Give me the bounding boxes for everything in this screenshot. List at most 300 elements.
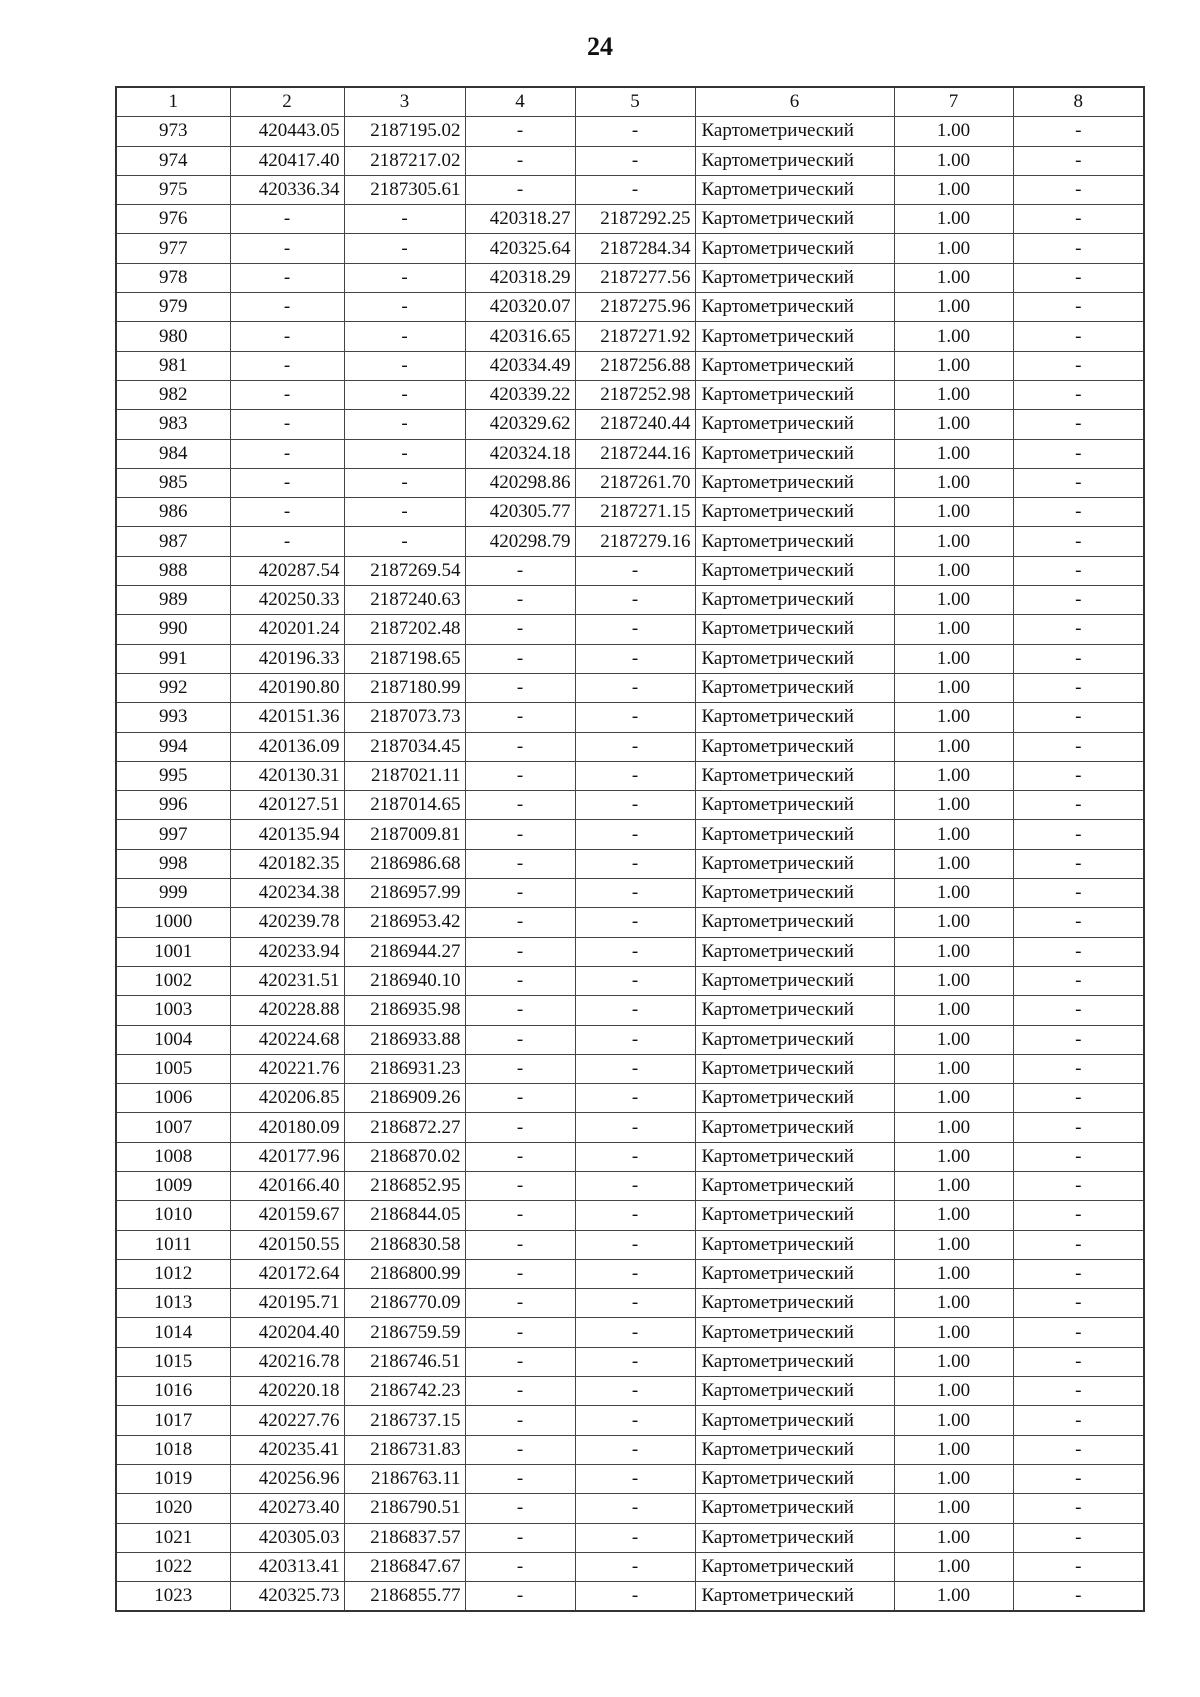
y-coord-cell: - (344, 263, 465, 292)
x-coord-cell: - (230, 263, 344, 292)
y-coord-cell: 2186790.51 (344, 1494, 465, 1523)
x-coord-alt-cell: - (465, 1171, 575, 1200)
x-coord-alt-cell: - (465, 1142, 575, 1171)
table-row (116, 1289, 1144, 1318)
y-coord-cell: - (344, 293, 465, 322)
y-coord-cell: 2186737.15 (344, 1406, 465, 1435)
x-coord-cell: 420195.71 (230, 1289, 344, 1318)
table-row (116, 761, 1144, 790)
x-coord-alt-cell: - (465, 1494, 575, 1523)
y-coord-cell: 2186855.77 (344, 1582, 465, 1612)
point-number-cell: 977 (116, 234, 230, 263)
x-coord-alt-cell: - (465, 761, 575, 790)
method-cell: Картометрический (695, 1464, 894, 1493)
method-cell: Картометрический (695, 322, 894, 351)
x-coord-alt-cell: - (465, 703, 575, 732)
column-header-3: 3 (344, 87, 465, 117)
x-coord-alt-cell: - (465, 556, 575, 585)
y-coord-cell: 2187202.48 (344, 615, 465, 644)
table-row (116, 1259, 1144, 1288)
point-number-cell: 989 (116, 586, 230, 615)
method-cell: Картометрический (695, 1494, 894, 1523)
coordinates-table (115, 86, 1145, 1612)
table-row (116, 1406, 1144, 1435)
point-number-cell: 1006 (116, 1084, 230, 1113)
accuracy-cell: 1.00 (894, 820, 1013, 849)
method-cell: Картометрический (695, 1552, 894, 1581)
accuracy-cell: 1.00 (894, 1582, 1013, 1612)
note-cell: - (1013, 1113, 1144, 1142)
method-cell: Картометрический (695, 673, 894, 702)
y-coord-cell: 2186830.58 (344, 1230, 465, 1259)
table-row (116, 498, 1144, 527)
x-coord-alt-cell: - (465, 673, 575, 702)
y-coord-cell: 2186986.68 (344, 849, 465, 878)
accuracy-cell: 1.00 (894, 849, 1013, 878)
y-coord-alt-cell: - (575, 732, 695, 761)
x-coord-alt-cell: - (465, 117, 575, 146)
point-number-cell: 995 (116, 761, 230, 790)
y-coord-alt-cell: 2187279.16 (575, 527, 695, 556)
y-coord-cell: 2187073.73 (344, 703, 465, 732)
y-coord-cell: 2187021.11 (344, 761, 465, 790)
method-cell: Картометрический (695, 937, 894, 966)
point-number-cell: 979 (116, 293, 230, 322)
y-coord-alt-cell: 2187244.16 (575, 439, 695, 468)
note-cell: - (1013, 791, 1144, 820)
y-coord-alt-cell: - (575, 673, 695, 702)
x-coord-cell: 420227.76 (230, 1406, 344, 1435)
method-cell: Картометрический (695, 351, 894, 380)
table-row (116, 937, 1144, 966)
x-coord-cell: 420443.05 (230, 117, 344, 146)
accuracy-cell: 1.00 (894, 1406, 1013, 1435)
x-coord-alt-cell: - (465, 1289, 575, 1318)
x-coord-alt-cell: - (465, 791, 575, 820)
accuracy-cell: 1.00 (894, 761, 1013, 790)
y-coord-alt-cell: - (575, 1494, 695, 1523)
method-cell: Картометрический (695, 820, 894, 849)
point-number-cell: 1015 (116, 1347, 230, 1376)
point-number-cell: 991 (116, 644, 230, 673)
note-cell: - (1013, 1318, 1144, 1347)
accuracy-cell: 1.00 (894, 791, 1013, 820)
note-cell: - (1013, 908, 1144, 937)
y-coord-cell: - (344, 468, 465, 497)
y-coord-cell: 2186852.95 (344, 1171, 465, 1200)
note-cell: - (1013, 527, 1144, 556)
note-cell: - (1013, 1347, 1144, 1376)
y-coord-alt-cell: 2187292.25 (575, 205, 695, 234)
point-number-cell: 997 (116, 820, 230, 849)
table-row (116, 322, 1144, 351)
table-row (116, 234, 1144, 263)
method-cell: Картометрический (695, 1142, 894, 1171)
point-number-cell: 976 (116, 205, 230, 234)
note-cell: - (1013, 1523, 1144, 1552)
point-number-cell: 973 (116, 117, 230, 146)
table-row (116, 1113, 1144, 1142)
table-row (116, 644, 1144, 673)
point-number-cell: 1008 (116, 1142, 230, 1171)
method-cell: Картометрический (695, 117, 894, 146)
accuracy-cell: 1.00 (894, 1201, 1013, 1230)
x-coord-cell: - (230, 498, 344, 527)
table-row (116, 117, 1144, 146)
method-cell: Картометрический (695, 1289, 894, 1318)
accuracy-cell: 1.00 (894, 468, 1013, 497)
y-coord-alt-cell: - (575, 1142, 695, 1171)
table-body (116, 117, 1144, 1612)
x-coord-alt-cell: - (465, 1054, 575, 1083)
method-cell: Картометрический (695, 879, 894, 908)
note-cell: - (1013, 1377, 1144, 1406)
method-cell: Картометрический (695, 1523, 894, 1552)
x-coord-cell: 420417.40 (230, 146, 344, 175)
note-cell: - (1013, 1435, 1144, 1464)
x-coord-cell: - (230, 234, 344, 263)
accuracy-cell: 1.00 (894, 1347, 1013, 1376)
point-number-cell: 1005 (116, 1054, 230, 1083)
method-cell: Картометрический (695, 410, 894, 439)
y-coord-alt-cell: - (575, 820, 695, 849)
x-coord-cell: 420180.09 (230, 1113, 344, 1142)
accuracy-cell: 1.00 (894, 1377, 1013, 1406)
point-number-cell: 1004 (116, 1025, 230, 1054)
y-coord-alt-cell: - (575, 1582, 695, 1612)
point-number-cell: 998 (116, 849, 230, 878)
method-cell: Картометрический (695, 234, 894, 263)
method-cell: Картометрический (695, 703, 894, 732)
method-cell: Картометрический (695, 1435, 894, 1464)
y-coord-cell: 2186837.57 (344, 1523, 465, 1552)
accuracy-cell: 1.00 (894, 380, 1013, 409)
point-number-cell: 981 (116, 351, 230, 380)
x-coord-cell: - (230, 380, 344, 409)
accuracy-cell: 1.00 (894, 1142, 1013, 1171)
x-coord-alt-cell: - (465, 1347, 575, 1376)
point-number-cell: 1019 (116, 1464, 230, 1493)
table-row (116, 586, 1144, 615)
accuracy-cell: 1.00 (894, 498, 1013, 527)
x-coord-cell: 420130.31 (230, 761, 344, 790)
x-coord-cell: 420150.55 (230, 1230, 344, 1259)
y-coord-alt-cell: - (575, 1318, 695, 1347)
y-coord-alt-cell: 2187277.56 (575, 263, 695, 292)
y-coord-alt-cell: - (575, 644, 695, 673)
method-cell: Картометрический (695, 1201, 894, 1230)
point-number-cell: 988 (116, 556, 230, 585)
accuracy-cell: 1.00 (894, 879, 1013, 908)
x-coord-cell: 420206.85 (230, 1084, 344, 1113)
y-coord-alt-cell: - (575, 1289, 695, 1318)
x-coord-cell: 420325.73 (230, 1582, 344, 1612)
x-coord-cell: 420256.96 (230, 1464, 344, 1493)
y-coord-cell: 2187195.02 (344, 117, 465, 146)
x-coord-cell: - (230, 293, 344, 322)
y-coord-cell: - (344, 498, 465, 527)
accuracy-cell: 1.00 (894, 293, 1013, 322)
note-cell: - (1013, 1582, 1144, 1612)
y-coord-cell: 2187180.99 (344, 673, 465, 702)
x-coord-alt-cell: - (465, 996, 575, 1025)
accuracy-cell: 1.00 (894, 1084, 1013, 1113)
method-cell: Картометрический (695, 527, 894, 556)
method-cell: Картометрический (695, 615, 894, 644)
note-cell: - (1013, 1552, 1144, 1581)
y-coord-cell: 2186742.23 (344, 1377, 465, 1406)
x-coord-alt-cell: - (465, 820, 575, 849)
table-row (116, 556, 1144, 585)
column-header-2: 2 (230, 87, 344, 117)
note-cell: - (1013, 1142, 1144, 1171)
accuracy-cell: 1.00 (894, 263, 1013, 292)
note-cell: - (1013, 1230, 1144, 1259)
method-cell: Картометрический (695, 1318, 894, 1347)
note-cell: - (1013, 673, 1144, 702)
table-row (116, 410, 1144, 439)
table-row (116, 791, 1144, 820)
note-cell: - (1013, 1259, 1144, 1288)
table-row (116, 1582, 1144, 1612)
note-cell: - (1013, 1289, 1144, 1318)
x-coord-cell: 420287.54 (230, 556, 344, 585)
accuracy-cell: 1.00 (894, 351, 1013, 380)
x-coord-alt-cell: - (465, 146, 575, 175)
x-coord-alt-cell: - (465, 1201, 575, 1230)
note-cell: - (1013, 205, 1144, 234)
y-coord-cell: 2187198.65 (344, 644, 465, 673)
y-coord-alt-cell: - (575, 615, 695, 644)
accuracy-cell: 1.00 (894, 937, 1013, 966)
x-coord-alt-cell: - (465, 732, 575, 761)
accuracy-cell: 1.00 (894, 1113, 1013, 1142)
table-row (116, 996, 1144, 1025)
y-coord-alt-cell: - (575, 586, 695, 615)
note-cell: - (1013, 732, 1144, 761)
y-coord-alt-cell: - (575, 175, 695, 204)
y-coord-alt-cell: - (575, 1113, 695, 1142)
x-coord-alt-cell: - (465, 1406, 575, 1435)
table-row (116, 1377, 1144, 1406)
y-coord-alt-cell: - (575, 1259, 695, 1288)
table-row (116, 879, 1144, 908)
point-number-cell: 1011 (116, 1230, 230, 1259)
y-coord-alt-cell: - (575, 996, 695, 1025)
method-cell: Картометрический (695, 761, 894, 790)
accuracy-cell: 1.00 (894, 1552, 1013, 1581)
note-cell: - (1013, 820, 1144, 849)
column-header-7: 7 (894, 87, 1013, 117)
y-coord-cell: 2186763.11 (344, 1464, 465, 1493)
y-coord-cell: - (344, 380, 465, 409)
note-cell: - (1013, 996, 1144, 1025)
method-cell: Картометрический (695, 1113, 894, 1142)
x-coord-alt-cell: 420339.22 (465, 380, 575, 409)
x-coord-cell: 420231.51 (230, 966, 344, 995)
point-number-cell: 982 (116, 380, 230, 409)
method-cell: Картометрический (695, 732, 894, 761)
x-coord-alt-cell: 420298.86 (465, 468, 575, 497)
method-cell: Картометрический (695, 1406, 894, 1435)
x-coord-cell: 420250.33 (230, 586, 344, 615)
column-header-4: 4 (465, 87, 575, 117)
y-coord-alt-cell: - (575, 849, 695, 878)
note-cell: - (1013, 322, 1144, 351)
y-coord-cell: 2187240.63 (344, 586, 465, 615)
y-coord-cell: 2187009.81 (344, 820, 465, 849)
note-cell: - (1013, 498, 1144, 527)
accuracy-cell: 1.00 (894, 966, 1013, 995)
y-coord-alt-cell: 2187275.96 (575, 293, 695, 322)
note-cell: - (1013, 556, 1144, 585)
y-coord-cell: 2186844.05 (344, 1201, 465, 1230)
method-cell: Картометрический (695, 205, 894, 234)
note-cell: - (1013, 1054, 1144, 1083)
table-row (116, 1201, 1144, 1230)
x-coord-alt-cell: - (465, 1435, 575, 1464)
y-coord-cell: 2186953.42 (344, 908, 465, 937)
y-coord-alt-cell: - (575, 937, 695, 966)
note-cell: - (1013, 1025, 1144, 1054)
method-cell: Картометрический (695, 439, 894, 468)
accuracy-cell: 1.00 (894, 1259, 1013, 1288)
y-coord-alt-cell: - (575, 1347, 695, 1376)
accuracy-cell: 1.00 (894, 732, 1013, 761)
x-coord-alt-cell: 420324.18 (465, 439, 575, 468)
table-row (116, 820, 1144, 849)
note-cell: - (1013, 1406, 1144, 1435)
y-coord-alt-cell: - (575, 146, 695, 175)
x-coord-alt-cell: 420316.65 (465, 322, 575, 351)
x-coord-alt-cell: - (465, 1523, 575, 1552)
point-number-cell: 1000 (116, 908, 230, 937)
accuracy-cell: 1.00 (894, 1054, 1013, 1083)
method-cell: Картометрический (695, 644, 894, 673)
note-cell: - (1013, 1201, 1144, 1230)
point-number-cell: 1016 (116, 1377, 230, 1406)
method-cell: Картометрический (695, 996, 894, 1025)
y-coord-alt-cell: - (575, 117, 695, 146)
y-coord-cell: 2186731.83 (344, 1435, 465, 1464)
y-coord-cell: 2187269.54 (344, 556, 465, 585)
x-coord-alt-cell: - (465, 1230, 575, 1259)
x-coord-cell: 420220.18 (230, 1377, 344, 1406)
method-cell: Картометрический (695, 1347, 894, 1376)
method-cell: Картометрический (695, 556, 894, 585)
x-coord-cell: 420216.78 (230, 1347, 344, 1376)
accuracy-cell: 1.00 (894, 175, 1013, 204)
y-coord-alt-cell: 2187256.88 (575, 351, 695, 380)
x-coord-alt-cell: - (465, 879, 575, 908)
x-coord-alt-cell: - (465, 1464, 575, 1493)
y-coord-alt-cell: - (575, 791, 695, 820)
x-coord-cell: 420224.68 (230, 1025, 344, 1054)
accuracy-cell: 1.00 (894, 1289, 1013, 1318)
accuracy-cell: 1.00 (894, 1494, 1013, 1523)
method-cell: Картометрический (695, 908, 894, 937)
x-coord-cell: 420228.88 (230, 996, 344, 1025)
x-coord-cell: 420273.40 (230, 1494, 344, 1523)
point-number-cell: 1014 (116, 1318, 230, 1347)
table-row (116, 1171, 1144, 1200)
note-cell: - (1013, 966, 1144, 995)
method-cell: Картометрический (695, 1171, 894, 1200)
point-number-cell: 974 (116, 146, 230, 175)
x-coord-cell: 420221.76 (230, 1054, 344, 1083)
x-coord-cell: 420313.41 (230, 1552, 344, 1581)
point-number-cell: 996 (116, 791, 230, 820)
note-cell: - (1013, 703, 1144, 732)
column-header-8: 8 (1013, 87, 1144, 117)
point-number-cell: 1009 (116, 1171, 230, 1200)
point-number-cell: 985 (116, 468, 230, 497)
point-number-cell: 986 (116, 498, 230, 527)
note-cell: - (1013, 175, 1144, 204)
x-coord-cell: 420159.67 (230, 1201, 344, 1230)
table-row (116, 293, 1144, 322)
y-coord-alt-cell: - (575, 1171, 695, 1200)
x-coord-cell: 420234.38 (230, 879, 344, 908)
accuracy-cell: 1.00 (894, 673, 1013, 702)
y-coord-alt-cell: - (575, 1054, 695, 1083)
x-coord-alt-cell: - (465, 644, 575, 673)
accuracy-cell: 1.00 (894, 1523, 1013, 1552)
point-number-cell: 1018 (116, 1435, 230, 1464)
y-coord-cell: 2186909.26 (344, 1084, 465, 1113)
method-cell: Картометрический (695, 791, 894, 820)
table-row (116, 1025, 1144, 1054)
table-row (116, 732, 1144, 761)
y-coord-cell: 2186800.99 (344, 1259, 465, 1288)
y-coord-cell: 2186746.51 (344, 1347, 465, 1376)
note-cell: - (1013, 263, 1144, 292)
table-row (116, 1084, 1144, 1113)
x-coord-alt-cell: - (465, 908, 575, 937)
note-cell: - (1013, 410, 1144, 439)
x-coord-alt-cell: - (465, 849, 575, 878)
x-coord-cell: 420201.24 (230, 615, 344, 644)
method-cell: Картометрический (695, 586, 894, 615)
y-coord-cell: 2186957.99 (344, 879, 465, 908)
y-coord-alt-cell: 2187252.98 (575, 380, 695, 409)
y-coord-alt-cell: - (575, 908, 695, 937)
point-number-cell: 1003 (116, 996, 230, 1025)
x-coord-cell: 420135.94 (230, 820, 344, 849)
y-coord-alt-cell: - (575, 1201, 695, 1230)
accuracy-cell: 1.00 (894, 117, 1013, 146)
method-cell: Картометрический (695, 1230, 894, 1259)
note-cell: - (1013, 586, 1144, 615)
accuracy-cell: 1.00 (894, 556, 1013, 585)
accuracy-cell: 1.00 (894, 439, 1013, 468)
method-cell: Картометрический (695, 1054, 894, 1083)
y-coord-cell: 2186847.67 (344, 1552, 465, 1581)
point-number-cell: 1023 (116, 1582, 230, 1612)
table-row (116, 263, 1144, 292)
table-row (116, 1318, 1144, 1347)
table-row (116, 908, 1144, 937)
y-coord-cell: 2187217.02 (344, 146, 465, 175)
x-coord-alt-cell: 420325.64 (465, 234, 575, 263)
point-number-cell: 1020 (116, 1494, 230, 1523)
method-cell: Картометрический (695, 966, 894, 995)
table-row (116, 673, 1144, 702)
note-cell: - (1013, 937, 1144, 966)
method-cell: Картометрический (695, 146, 894, 175)
accuracy-cell: 1.00 (894, 908, 1013, 937)
y-coord-cell: - (344, 234, 465, 263)
